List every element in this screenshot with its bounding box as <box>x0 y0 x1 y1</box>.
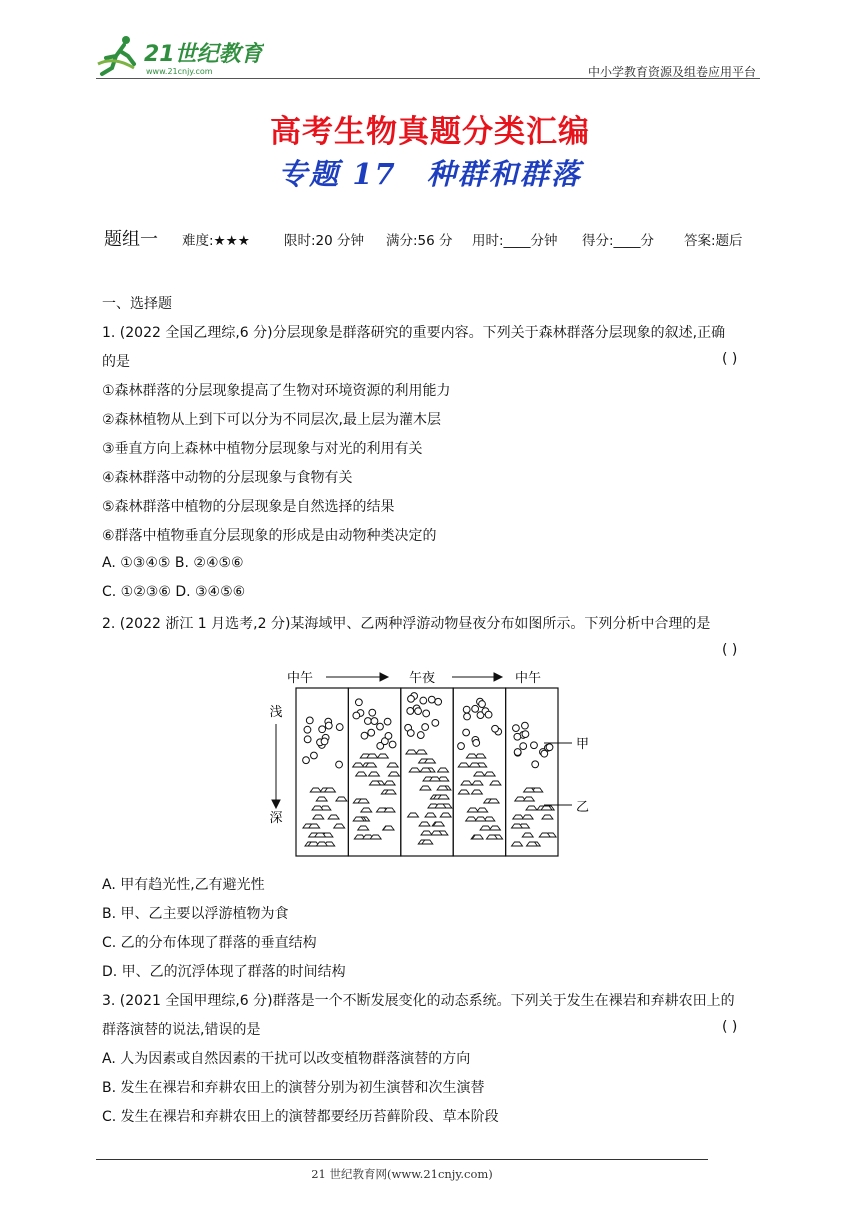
q2-option: C. 乙的分布体现了群落的垂直结构 <box>102 935 317 951</box>
species-b-marker <box>370 835 381 839</box>
species-b-marker <box>420 786 431 790</box>
species-b-marker <box>471 790 482 794</box>
page-subtitle <box>0 152 860 193</box>
species-a-marker <box>304 736 311 743</box>
species-a-marker <box>311 752 318 759</box>
footer-text: 21 世纪教育网(www.21cnjy.com) <box>311 1167 493 1181</box>
species-b-marker <box>377 754 388 758</box>
q2-answer-paren: ( ) <box>722 642 738 658</box>
species-a-marker <box>464 713 471 720</box>
species-a-marker <box>532 761 539 768</box>
species-b-marker <box>312 806 323 810</box>
species-a-marker <box>355 699 362 706</box>
species-b-marker <box>466 817 477 821</box>
q2-option: A. 甲有趋光性,乙有避光性 <box>102 877 265 893</box>
q3-answer-paren: ( ) <box>722 1019 738 1035</box>
q1-item: ⑤森林群落中植物的分层现象是自然选择的结果 <box>102 499 395 515</box>
species-a-marker <box>546 744 553 751</box>
species-a-marker <box>353 712 360 719</box>
species-a-marker <box>415 708 422 715</box>
q1-answer-paren: ( ) <box>722 351 738 367</box>
species-a-marker <box>389 741 396 748</box>
species-a-marker <box>304 726 311 733</box>
species-b-marker <box>458 790 469 794</box>
species-a-marker <box>531 742 538 749</box>
species-a-marker <box>428 696 435 703</box>
species-b-marker <box>388 772 399 776</box>
q1-stem-line2: 的是 <box>102 354 130 370</box>
species-b-marker <box>384 781 395 785</box>
runner-icon <box>98 36 134 74</box>
species-a-marker <box>408 695 415 702</box>
species-b-marker <box>356 772 367 776</box>
answer-location: 答案:题后 <box>684 233 743 249</box>
species-a-marker <box>377 723 384 730</box>
species-b-marker <box>425 813 436 817</box>
species-b-marker <box>353 763 364 767</box>
species-a-marker <box>541 750 548 757</box>
score: 得分:____分 <box>582 233 655 249</box>
species-a-marker <box>336 724 343 731</box>
logo-url: www.21cnjy.com <box>146 67 213 76</box>
species-b-marker <box>542 815 553 819</box>
species-a-marker <box>435 698 442 705</box>
platform-name: 中小学教育资源及组卷应用平台 <box>587 65 756 79</box>
species-a-marker <box>384 718 391 725</box>
species-a-marker <box>420 697 427 704</box>
species-b-marker <box>387 763 398 767</box>
q1-stem-line1: 1. (2022 全国乙理综,6 分)分层现象是群落研究的重要内容。下列关于森林群落分层现象的叙述,正确 <box>102 325 726 341</box>
species-b-marker <box>361 808 372 812</box>
species-a-marker <box>514 733 521 740</box>
time-used: 用时:____分钟 <box>472 233 558 249</box>
species-a-marker <box>463 706 470 713</box>
figure-panel <box>296 688 348 856</box>
species-a-marker <box>422 724 429 731</box>
q2-option: B. 甲、乙主要以浮游植物为食 <box>102 906 289 922</box>
species-b-marker <box>489 826 500 830</box>
species-a-marker <box>473 740 480 747</box>
time-label-noon2: 中午 <box>514 671 542 686</box>
species-a-marker <box>336 761 343 768</box>
species-b-marker <box>368 772 379 776</box>
species-a-marker <box>463 729 470 736</box>
header-divider <box>96 78 760 79</box>
q1-item: ③垂直方向上森林中植物分层现象与对光的利用有关 <box>102 441 423 457</box>
species-b-label: 乙 <box>576 800 590 815</box>
species-a-marker <box>368 729 375 736</box>
species-a-marker <box>369 709 376 716</box>
species-a-marker <box>364 718 371 725</box>
species-b-marker <box>522 833 533 837</box>
species-a-marker <box>306 717 313 724</box>
q3-stem-line1: 3. (2021 全国甲理综,6 分)群落是一个不断发展变化的动态系统。下列关于发生在裸岩和弃耕农田上的 <box>102 993 735 1009</box>
species-b-marker <box>409 768 420 772</box>
species-b-marker <box>316 842 327 846</box>
species-b-marker <box>466 754 477 758</box>
time-limit: 限时:20 分钟 <box>284 233 365 249</box>
species-b-marker <box>523 797 534 801</box>
depth-arrow <box>272 724 280 808</box>
species-b-marker <box>474 772 485 776</box>
species-b-marker <box>467 808 478 812</box>
depth-label-shallow: 浅 <box>269 705 283 720</box>
species-b-marker <box>472 781 483 785</box>
q1-item: ④森林群落中动物的分层现象与食物有关 <box>102 470 353 486</box>
figure-panel <box>506 688 558 856</box>
species-a-marker <box>385 732 392 739</box>
depth-label-deep: 深 <box>269 811 283 826</box>
species-b-marker <box>458 763 469 767</box>
q1-options-row1: A. ①③④⑤ B. ②④⑤⑥ <box>102 555 244 571</box>
species-b-marker <box>408 813 419 817</box>
species-a-markers <box>303 693 553 768</box>
q1-options-row2: C. ①②③⑥ D. ③④⑤⑥ <box>102 584 246 600</box>
difficulty: 难度:★★★ <box>182 233 250 249</box>
q3-option: B. 发生在裸岩和弃耕农田上的演替分别为初生演替和次生演替 <box>102 1080 485 1096</box>
q1-item: ⑥群落中植物垂直分层现象的形成是由动物种类决定的 <box>102 528 437 544</box>
time-label-noon1: 中午 <box>286 671 314 686</box>
species-a-marker <box>520 743 527 750</box>
logo-text: 21世纪教育 <box>144 42 263 67</box>
section-heading: 一、选择题 <box>102 296 172 312</box>
group-label: 题组一 <box>104 229 158 250</box>
species-a-marker <box>407 708 414 715</box>
species-a-marker <box>319 726 326 733</box>
subtitle-number: 专题 17 <box>278 157 397 191</box>
species-a-label: 甲 <box>576 737 590 752</box>
q2-stem-line1: 2. (2022 浙江 1 月选考,2 分)某海域甲、乙两种浮游动物昼夜分布如图所示。下列分析中合理的是 <box>102 616 711 632</box>
species-b-marker <box>416 750 427 754</box>
q2-option: D. 甲、乙的沉浮体现了群落的时间结构 <box>102 964 346 980</box>
site-logo <box>94 34 264 78</box>
plankton-distribution-figure <box>266 666 596 860</box>
species-a-marker <box>423 710 430 717</box>
species-a-marker <box>522 731 529 738</box>
species-a-marker <box>325 722 332 729</box>
species-b-marker <box>522 815 533 819</box>
species-b-marker <box>490 781 501 785</box>
species-a-marker <box>417 732 424 739</box>
species-b-marker <box>336 797 347 801</box>
species-a-marker <box>321 738 328 745</box>
species-b-marker <box>421 831 432 835</box>
species-a-marker <box>479 701 486 708</box>
species-a-marker <box>407 730 414 737</box>
full-score: 满分:56 分 <box>386 233 453 249</box>
page-title: 高考生物真题分类汇编 <box>270 114 590 150</box>
species-b-marker <box>334 824 345 828</box>
species-a-marker <box>522 722 529 729</box>
species-b-marker <box>316 797 327 801</box>
species-a-marker <box>514 749 521 756</box>
subtitle-topic: 种群和群落 <box>426 157 582 191</box>
species-a-marker <box>432 719 439 726</box>
q3-option: A. 人为因素或自然因素的干扰可以改变植物群落演替的方向 <box>102 1051 471 1067</box>
footer-divider <box>96 1159 708 1160</box>
q1-item: ②森林植物从上到下可以分为不同层次,最上层为灌木层 <box>102 412 441 428</box>
species-a-marker <box>371 718 378 725</box>
species-a-marker <box>492 725 499 732</box>
species-a-marker <box>472 705 479 712</box>
species-a-marker <box>485 711 492 718</box>
q1-item: ①森林群落的分层现象提高了生物对环境资源的利用能力 <box>102 383 451 399</box>
species-b-marker <box>328 815 339 819</box>
species-b-marker <box>484 772 495 776</box>
species-a-marker <box>361 732 368 739</box>
species-b-marker <box>461 781 472 785</box>
species-b-marker <box>358 826 369 830</box>
species-b-marker <box>419 822 430 826</box>
species-b-marker <box>440 813 451 817</box>
q3-option: C. 发生在裸岩和弃耕农田上的演替都要经历苔藓阶段、草本阶段 <box>102 1109 499 1125</box>
species-b-marker <box>310 788 321 792</box>
species-b-marker <box>512 842 523 846</box>
q3-stem-line2: 群落演替的说法,错误的是 <box>102 1022 261 1038</box>
species-b-marker <box>313 815 324 819</box>
species-b-marker <box>438 768 449 772</box>
time-label-midnight: 午夜 <box>408 671 436 686</box>
species-b-marker <box>406 750 417 754</box>
species-b-marker <box>475 817 486 821</box>
species-a-marker <box>458 743 465 750</box>
species-a-marker <box>303 757 310 764</box>
species-a-marker <box>513 725 520 732</box>
species-b-marker <box>526 806 537 810</box>
